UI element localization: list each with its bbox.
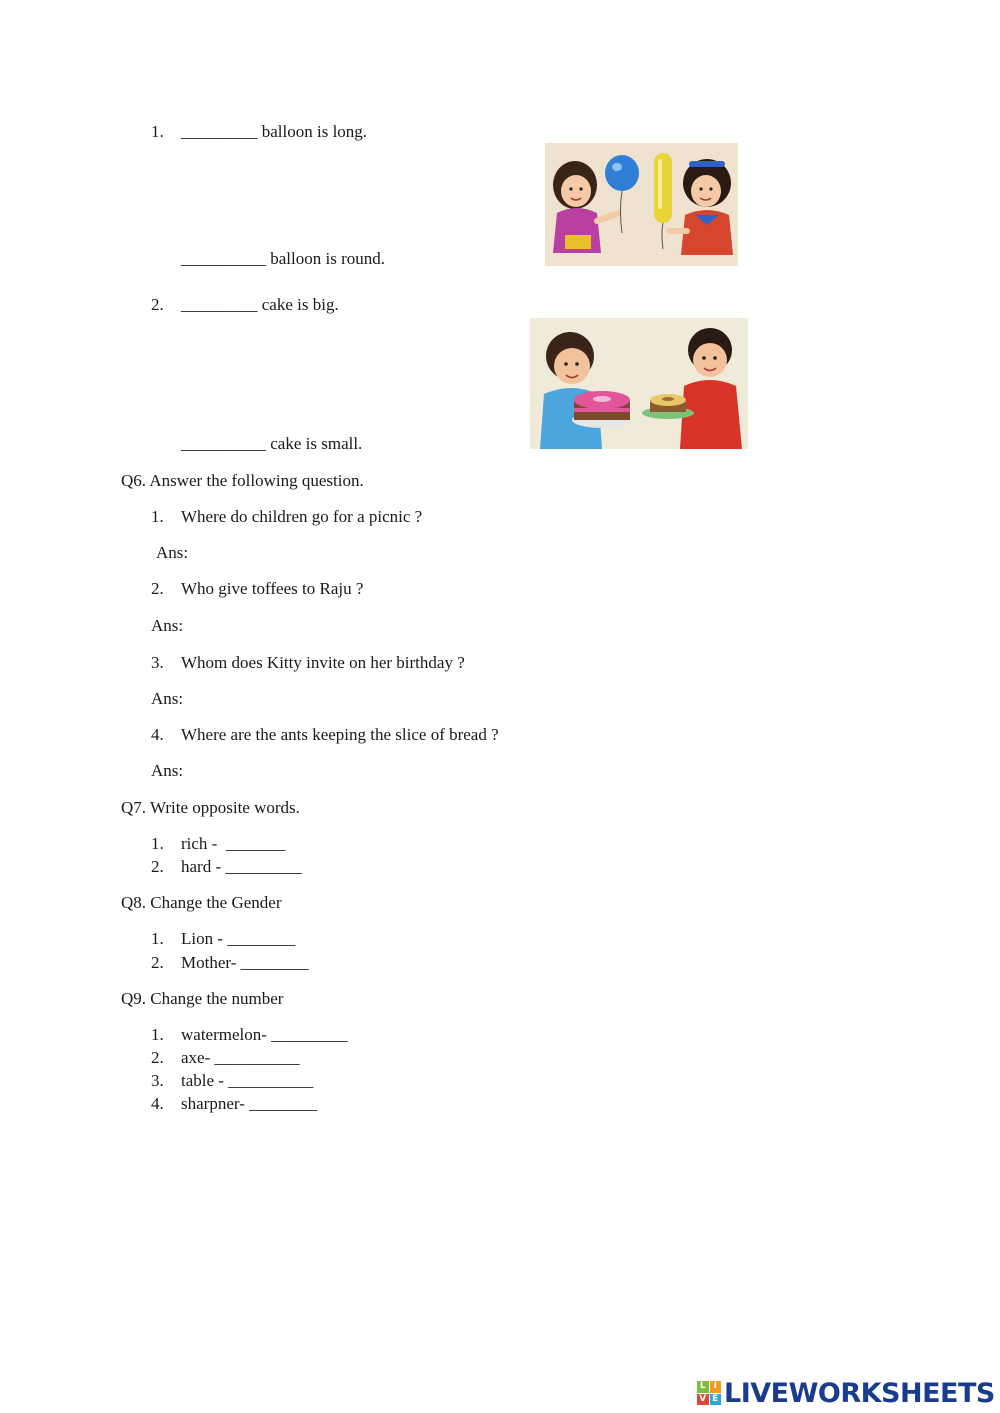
q6-item-3-answer[interactable]: Ans: (151, 689, 184, 708)
q7-item-2-number: 2. (151, 857, 164, 876)
liveworksheets-logo-mark (697, 1381, 721, 1405)
q7-item-1-text[interactable]: rich - _______ (181, 834, 286, 853)
q9-item-4-text[interactable]: sharpner- ________ (181, 1094, 318, 1113)
q9-item-4-number: 4. (151, 1094, 164, 1113)
q5-item-2-line-b: __________ cake is small. (181, 434, 363, 453)
balloons-image (545, 143, 738, 266)
q6-item-4-question: Where are the ants keeping the slice of bread ? (181, 725, 499, 744)
liveworksheets-logo (697, 1378, 995, 1408)
q9-item-2-number: 2. (151, 1048, 164, 1067)
q6-item-4-number: 4. (151, 725, 164, 744)
q7-item-1-number: 1. (151, 834, 164, 853)
logo-mark-letter-i: I (710, 1381, 722, 1393)
logo-mark-letter-v: V (697, 1394, 709, 1406)
q8-item-1-number: 1. (151, 929, 164, 948)
q6-item-3-question: Whom does Kitty invite on her birthday ? (181, 653, 465, 672)
q8-title: Q8. Change the Gender (121, 893, 282, 912)
q5-item-1-number: 1. (151, 122, 164, 141)
q6-item-1-question: Where do children go for a picnic ? (181, 507, 423, 526)
q8-item-2-text[interactable]: Mother- ________ (181, 953, 309, 972)
q6-item-2-answer[interactable]: Ans: (151, 616, 184, 635)
cakes-image (530, 318, 748, 449)
q5-item-2-number: 2. (151, 295, 164, 314)
q8-item-2-number: 2. (151, 953, 164, 972)
q9-item-1-number: 1. (151, 1025, 164, 1044)
q6-item-3-number: 3. (151, 653, 164, 672)
q6-item-1-answer[interactable]: Ans: (156, 543, 189, 562)
q9-item-1-text[interactable]: watermelon- _________ (181, 1025, 348, 1044)
q6-item-1-number: 1. (151, 507, 164, 526)
q5-item-1-line-a: _________ balloon is long. (181, 122, 368, 141)
q6-item-4-answer[interactable]: Ans: (151, 761, 184, 780)
q9-item-3-number: 3. (151, 1071, 164, 1090)
q6-item-2-number: 2. (151, 579, 164, 598)
logo-mark-letter-l: L (697, 1381, 709, 1393)
q6-title: Q6. Answer the following question. (121, 471, 364, 490)
q7-item-2-text[interactable]: hard - _________ (181, 857, 302, 876)
q8-item-1-text[interactable]: Lion - ________ (181, 929, 296, 948)
q5-item-2-line-a: _________ cake is big. (181, 295, 339, 314)
q9-title: Q9. Change the number (121, 989, 284, 1008)
q5-item-1-line-b: __________ balloon is round. (181, 249, 385, 268)
q9-item-3-text[interactable]: table - __________ (181, 1071, 314, 1090)
q9-item-2-text[interactable]: axe- __________ (181, 1048, 300, 1067)
q6-item-2-question: Who give toffees to Raju ? (181, 579, 364, 598)
liveworksheets-logo-text: LIVEWORKSHEETS (724, 1377, 995, 1409)
logo-mark-letter-e: E (710, 1394, 722, 1406)
q7-title: Q7. Write opposite words. (121, 798, 300, 817)
